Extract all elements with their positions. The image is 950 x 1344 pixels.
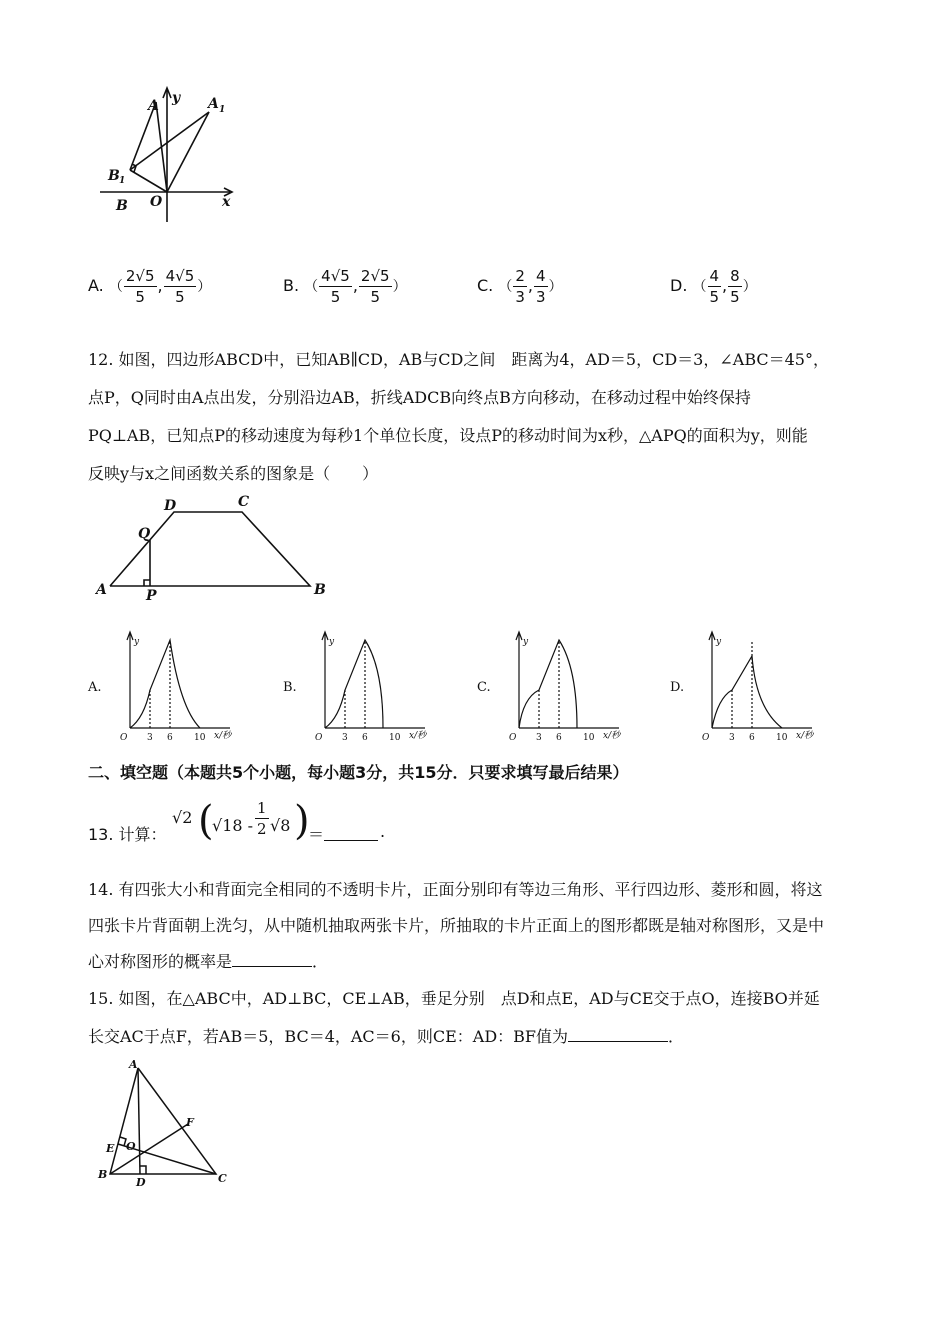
q15-line-1: 15. 如图，在△ABC中，AD⊥BC，CE⊥AB，垂足分别 点D和点E，AD与CE交于点O，连接BO并延 [88,989,820,1008]
q11-option-b[interactable]: B. （ $\frac{4√5}{5}$ , $\frac{2√5}{5}$ ） [283,267,407,306]
label-f: F [186,1116,194,1129]
q13-equals: ＝ [308,825,325,844]
x-label: x/秒 [796,731,814,741]
q13-sqrt18: √18 - [212,816,254,835]
tick-10: 10 [194,733,206,743]
origin-label: O [509,733,517,743]
label-d: D [164,498,177,514]
q14-line-1: 14. 有四张大小和背面完全相同的不透明卡片，正面分别印有等边三角形、平行四边形、菱形和圆，将这 [88,880,823,899]
right-angle-mark [144,580,150,586]
curve [712,656,782,728]
q12-graph-option-b[interactable]: B. y O 3 6 10 x/秒 [283,630,433,750]
origin-label: O [120,733,128,743]
label-e: E [106,1142,115,1155]
q13-half: $\frac{1}{2}$ [257,799,267,838]
x-label: x/秒 [603,731,621,741]
origin-label: O [702,733,710,743]
section-2-heading: 二、填空题（本题共5个小题，每小题3分，共15分．只要求填写最后结果） [88,763,629,782]
x-label: x/秒 [214,731,232,741]
q12-graph-option-c[interactable]: C. y O 3 6 10 x/秒 [477,630,627,750]
curve [130,640,200,728]
label-c: C [218,1172,227,1185]
q15-line-2: 长交AC于点F，若AB＝5，BC＝4，AC＝6，则CE：AD：BF值为 [88,1027,569,1046]
label-p: P [146,588,157,602]
label-y: y [172,90,181,106]
y-label: y [134,637,140,647]
label-o: O [150,194,163,210]
q12-line-3: PQ⊥AB，已知点P的移动速度为每秒1个单位长度，设点P的移动时间为x秒，△APQ的面积为y，则能 [88,426,808,445]
q14-line-3: 心对称图形的概率是 [88,952,233,971]
tick-6: 6 [556,733,562,743]
q13-period: . [380,822,386,841]
tick-6: 6 [167,733,173,743]
y-label: y [329,637,335,647]
right-angle-d [140,1166,146,1174]
x-label: x/秒 [409,731,427,741]
tick-6: 6 [749,733,755,743]
label-a1-sub: 1 [219,105,226,115]
q14-answer-blank[interactable] [232,950,312,967]
function-graph [116,630,238,748]
segment-b1o [130,170,167,192]
label-b1: B [108,168,120,184]
segment-ad [138,1068,140,1174]
q11-option-c[interactable]: C. （ $\frac{2}{3}$ , $\frac{4}{3}$ ） [477,267,563,306]
q13-prefix: 13. 计算： [88,825,167,844]
y-label: y [523,637,529,647]
question-12 [88,341,878,493]
q15-answer-blank[interactable] [568,1025,668,1042]
label-a1: A [208,96,219,112]
tick-3: 3 [342,733,348,743]
tick-10: 10 [583,733,595,743]
function-graph [311,630,433,748]
question-13 [88,800,588,850]
q12-line-2: 点P，Q同时由A点出发，分别沿边AB，折线ADCB向终点B方向移动，在移动过程中始终保持 [88,388,751,407]
trapezoid-abcd [110,512,310,586]
q12-line-4: 反映y与x之间函数关系的图象是（ ） [88,464,379,483]
figure-q15 [96,1058,236,1188]
q14-line-2: 四张卡片背面朝上洗匀，从中随机抽取两张卡片，所抽取的卡片正面上的图形都既是轴对称图形，又是中 [88,916,825,935]
q13-sqrt2: √2 [172,808,193,827]
question-15: 15. 如图，在△ABC中，AD⊥BC，CE⊥AB，垂足分别 点D和点E，AD与CE交于点O，连接BO并延 长交AC于点F，若AB＝5，BC＝4，AC＝6，则CE：AD：BF值为 ． [88,980,878,1056]
y-label: y [716,637,722,647]
label-b: B [98,1168,108,1181]
q13-answer-blank[interactable] [324,822,378,841]
q12-graph-option-d[interactable]: D. y O 3 6 10 x/秒 [670,630,820,750]
q12-line-1: 12. 如图，四边形ABCD中，已知AB∥CD，AB与CD之间 距离为4，AD＝5，CD＝3，∠ABC＝45°， [88,350,829,369]
q13-right-paren: ) [294,798,310,844]
figure-q11 [100,82,250,222]
label-b1-sub: 1 [119,176,126,186]
origin-label: O [315,733,323,743]
label-b: B [116,198,128,214]
curve [519,640,577,728]
tick-3: 3 [536,733,542,743]
q12-graph-option-a[interactable]: A. y O 3 6 10 x/秒 [88,630,238,750]
label-o: O [126,1140,136,1153]
tick-3: 3 [147,733,153,743]
q13-sqrt8: √8 [270,816,291,835]
figure-q12 [92,490,332,602]
tick-10: 10 [776,733,788,743]
label-b: B [314,582,326,598]
label-q: Q [138,526,151,542]
q11-option-a[interactable]: A. （ $\frac{2√5}{5}$ , $\frac{4√5}{5}$ ） [88,267,212,306]
label-a: A [129,1058,138,1071]
label-a: A [148,98,159,114]
function-graph [505,630,627,748]
curve [325,640,383,728]
question-14: 14. 有四张大小和背面完全相同的不透明卡片，正面分别印有等边三角形、平行四边形、菱形和圆，将这 四张卡片背面朝上洗匀，从中随机抽取两张卡片，所抽取的卡片正面上的图形都既是轴对称图形，又是中 心对称图形的概率是 ． [88,872,878,980]
label-c: C [238,494,250,510]
tick-6: 6 [362,733,368,743]
q11-option-d[interactable]: D. （ $\frac{4}{5}$ , $\frac{8}{5}$ ） [670,267,757,306]
tick-3: 3 [729,733,735,743]
tick-10: 10 [389,733,401,743]
label-x: x [222,194,231,210]
q13-left-paren: ( [198,798,214,844]
segment-a1o [167,112,209,192]
label-d: D [136,1176,146,1188]
label-a: A [96,582,107,598]
function-graph [698,630,820,748]
